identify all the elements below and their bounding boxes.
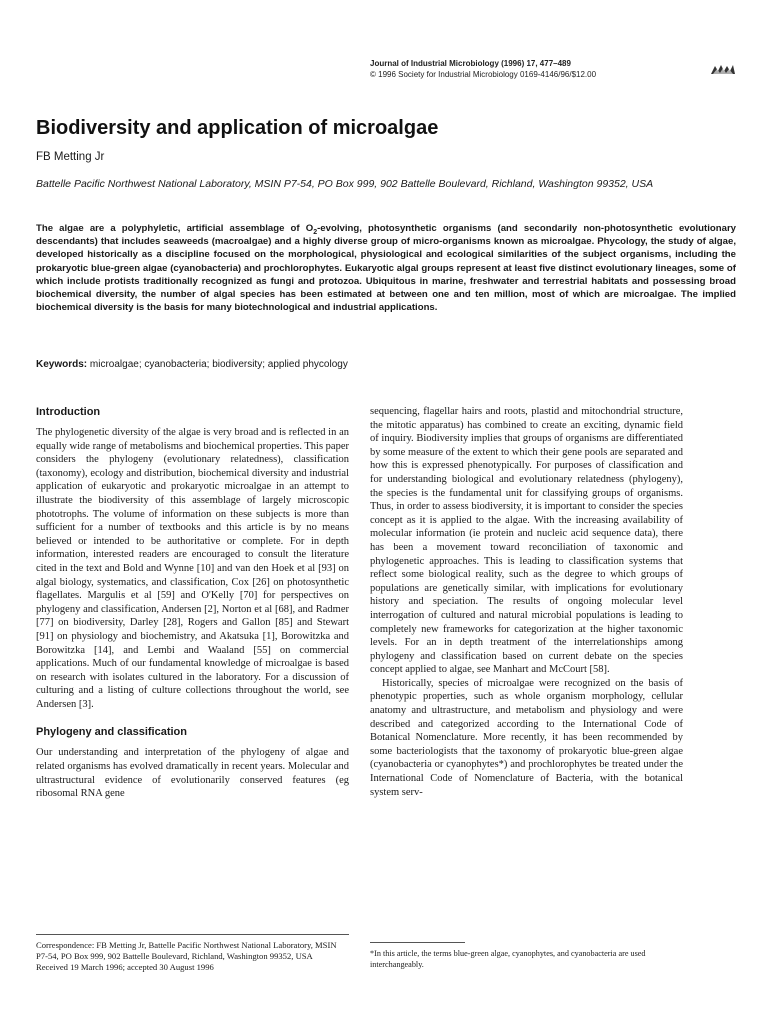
received-dates: Received 19 March 1996; accepted 30 August 1996: [36, 962, 214, 972]
correspondence-note: [36, 940, 349, 973]
right-column: [370, 405, 683, 799]
introduction-paragraph: The phylogenetic diversity of the algae is very broad and is reflected in an equally wide range of metabolisms and biochemical properties. This paper considers the phylogeny (evolutionary relatedness), classification (taxonomy), ecology and distribution, biochemical diversity and industrial application of eukaryotic and prokaryotic microalgae in an attempt to illustrate the biodiversity of this assemblage of largely microscopic phototrophs. The volume of information on these subjects is more than sufficient for a number of textbooks and this article is by no means believed or intended to be authoritative or complete. For in depth information, interested readers are encouraged to consult the literature cited in the text and Bold and Wynne [10] and van den Hoek et al [93] on algal biology, systematics, and classification, Cox [26] on photosynthetic flagellates. Margulis et al [59] and O'Kelly [70] for perspectives on phylogeny and classification, Andersen [2], Norton et al [68], and Radmer [77] on biodiversity, Darley [28], Rogers and Gallon [85] and Stewart [91] on physiology and biochemistry, and Akatsuka [1], Borowitzka and Borowitzka [14], and Lembi and Waaland [55] on commercial applications. Much of our fundamental knowledge of microalgae is based on research with isolates cultured in the laboratory. For a discussion of culturing and a listing of culture collections throughout the world, see Andersen [3].: [36, 427, 349, 710]
publisher-logo-icon: [710, 62, 736, 76]
right-paragraph-1: sequencing, flagellar hairs and roots, plastid and mitochondrial structure, the mitotic apparatus) has combined to create an exciting, dynamic field of inquiry. Biodiversity implies that groups of organisms are differentiated by some measure of the extent to which their gene pools are separated and how this is expressed phenotypically. For purposes of classification and for understanding biological and evolutionary relatedness (phylogeny), the species is the fundamental unit for classifying groups of organisms. Thus, in order to assess biodiversity, it is important to consider the species concept as it is applied to the algae. With the increasing availability of molecular information (ie protein and nucleic acid sequence data), there has been a movement toward reconciliation of taxonomic and phylogenetic approaches. This is leading to classification systems that reflect some biological reality, such as the degree to which groups of populations are genetically similar, with implications for evolutionary history and speciation. The results of ongoing molecular level interrogation of cultured and natural microbial populations is leading to completely new frameworks for categorization at the higher taxonomic levels. For an in depth treatment of the interrelationships among phylogeny and classification based on current debate on the species concept applied to algae, see Manhart and McCourt [58].: [370, 406, 683, 676]
abstract: [36, 222, 736, 314]
author-name: FB Metting Jr: [36, 151, 105, 163]
phylogeny-heading: Phylogeny and classification: [36, 726, 187, 739]
abstract-part-2: -evolving, photosynthetic organisms (and secondarily non-photosynthetic evolutionary descendants) that includes seaweeds (macroalgae) and a highly diverse group of micro-organisms known as microalgae. Phycology, the study of algae, developed historically as a discipline focused on the morphological, physiological and ecological similarities of the subject organisms, including the prokaryotic blue-green algae (cyanobacteria) and prochlorophytes. Eukaryotic algal groups represent at least five distinct evolutionary lineages, some of which include protists traditionally recognized as fungi and protozoa. Ubiquitous in marine, freshwater and terrestrial habitats and possessing broad biochemical diversity, the number of algal species has been estimated at between one and ten million, most of which are microalgae. The implied biochemical diversity is the basis for many biotechnological and industrial applications.: [36, 223, 737, 314]
footnote-divider: [370, 942, 465, 943]
keywords-label: Keywords:: [36, 359, 88, 370]
copyright-line: © 1996 Society for Industrial Microbiology 0169-4146/96/$12.00: [370, 70, 597, 79]
introduction-heading: Introduction: [36, 406, 101, 418]
abstract-subscript: 2: [313, 228, 318, 236]
journal-header: [370, 58, 596, 80]
keywords: [36, 358, 736, 371]
phylogeny-paragraph: Our understanding and interpretation of the phylogeny of algae and related organisms has evolved dramatically in recent years. Molecular and ultrastructural evidence of evolutionarily conserved features (eg ribosomal RNA gene: [36, 747, 349, 800]
correspondence-text: Correspondence: FB Metting Jr, Battelle Pacific Northwest National Laboratory, MSIN P7-54, PO Box 999, 902 Battelle Boulevard, Richland, Washington 99352, USA: [36, 940, 337, 961]
right-paragraph-2: Historically, species of microalgae were recognized on the basis of phenotypic properties, such as whole organism morphology, cellular anatomy and ultrastructure, and metabolism and physiology and were described and categorized according to the International Code of Botanical Nomenclature. More recently, it has been recommended by some bacteriologists that the taxonomy of prokaryotic blue-green algae (cyanobacteria or cyanophytes*) and prochlorophytes be treated under the International Code of Nomenclature of Bacteria, with the botanical system serv-: [370, 677, 683, 798]
correspondence-divider: [36, 934, 349, 935]
left-column: [36, 405, 349, 801]
abstract-part-1: The algae are a polyphyletic, artificial assemblage of O: [36, 223, 314, 234]
footnote: [370, 948, 700, 970]
footnote-text: *In this article, the terms blue-green algae, cyanophytes, and cyanobacteria are used interchangeably.: [370, 949, 646, 969]
keywords-list: microalgae; cyanobacteria; biodiversity; applied phycology: [87, 359, 348, 370]
journal-citation: Journal of Industrial Microbiology (1996) 17, 477–489: [370, 59, 571, 68]
article-title: Biodiversity and application of microalgae: [36, 117, 439, 139]
author-affiliation: Battelle Pacific Northwest National Laboratory, MSIN P7-54, PO Box 999, 902 Battelle Boulevard, Richland, Washington 99352, USA: [36, 178, 654, 190]
